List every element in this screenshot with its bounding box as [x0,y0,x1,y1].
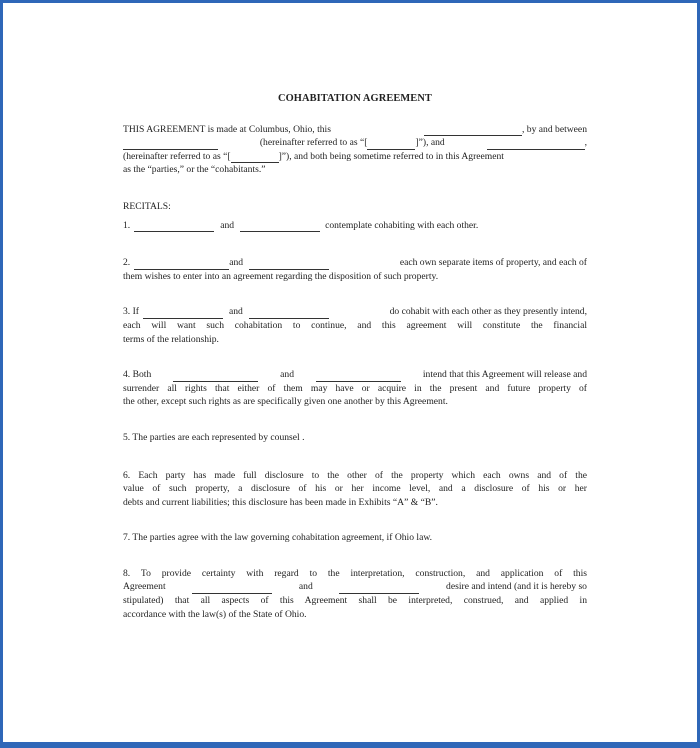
date-blank[interactable] [424,126,522,136]
recital-3-and: and [228,306,243,318]
recital-6-line-3: debts and current liabilities; this disclosure has been made in Exhibits “A” & “B”. [123,496,438,508]
recital-3-party-a-blank[interactable] [143,309,223,319]
recital-4-line-3: the other, except such rights as are specifically given one another by this Agreement. [123,396,448,408]
recital-8-line-1: 8. To provide certainty with regard to the interpretation, construction, and application of this [123,567,587,579]
recital-2-party-a-blank[interactable] [134,260,229,270]
recital-3-party-b-blank[interactable] [249,309,329,319]
recital-4-number: 4. Both [123,369,152,381]
intro-line-4: as the “parties,” or the “cohabitants.” [123,164,266,176]
recital-2-text: each own separate items of property, and each of [399,257,587,269]
recital-3-text: do cohabit with each other as they presently intend, [389,306,587,318]
recital-5: 5. The parties are each represented by counsel . [123,431,305,443]
recital-3-line-2: each will want such cohabitation to continue, and this agreement will constitute the financial [123,319,587,331]
intro-line-3a: (hereinafter referred to as “[ [123,150,231,162]
recital-8 [123,567,587,621]
recital-2 [123,256,587,283]
recital-1-party-a-blank[interactable] [134,222,214,232]
recital-8-and: and [298,581,313,593]
recital-1-party-b-blank[interactable] [240,222,320,232]
recital-2-line-2: them wishes to enter into an agreement regarding the disposition of such property. [123,270,439,282]
recital-8-line-4: accordance with the law(s) of the State of Ohio. [123,608,307,620]
recital-1-and: and [220,219,235,231]
recital-1 [123,219,587,233]
recital-4-party-b-blank[interactable] [316,372,401,382]
recital-2-and: and [229,257,244,269]
party-1-blank[interactable] [123,140,218,150]
recital-3-line-3: terms of the relationship. [123,333,219,345]
recital-4-party-a-blank[interactable] [173,372,258,382]
intro-line-2a: (hereinafter referred to as “[ [259,137,368,149]
intro-line-2b: ]”), and [415,137,445,149]
intro-line-1b: , by and between [521,123,587,135]
recital-2-party-b-blank[interactable] [249,260,329,270]
recital-6-line-1: 6. Each party has made full disclosure to the other of the property which each owns and of the [123,469,587,481]
intro-line-1a: THIS AGREEMENT is made at Columbus, Ohio, this [123,123,331,135]
recital-8-text: desire and intend (and it is hereby so [446,581,587,593]
recitals-heading: RECITALS: [123,200,171,212]
party-2-blank[interactable] [487,140,585,150]
recital-8-party-b-blank[interactable] [339,584,419,594]
party-2-alias-blank[interactable] [231,153,279,163]
recital-1-text: contemplate cohabiting with each other. [325,219,479,231]
recital-6 [123,469,587,510]
recital-4-line-2: surrender all rights that either of them may have or acquire in the present and future property of [123,382,587,394]
intro-paragraph [123,123,587,177]
recital-4 [123,368,587,409]
recital-3-number: 3. If [123,306,139,318]
recital-1-number: 1. [123,219,131,231]
document-title: COHABITATION AGREEMENT [278,93,432,104]
recital-2-number: 2. [123,257,131,269]
party-1-alias-blank[interactable] [367,140,415,150]
recital-8-agreement: Agreement [123,581,166,593]
intro-line-3b: ]”), and both being sometime referred to in this Agreement [278,150,504,162]
recital-8-line-3: stipulated) that all aspects of this Agreement shall be interpreted, construed, and applied in [123,595,587,607]
recital-4-and: and [280,369,294,381]
recital-3 [123,305,587,346]
document-page [123,92,587,621]
recital-7: 7. The parties agree with the law governing cohabitation agreement, if Ohio law. [123,532,433,544]
intro-line-2c: , [584,137,587,149]
recital-4-text: intend that this Agreement will release and [422,369,587,381]
recital-6-line-2: value of such property, a disclosure of his or her income level, and a disclosure of his or her [123,483,587,495]
recital-8-party-a-blank[interactable] [192,584,272,594]
